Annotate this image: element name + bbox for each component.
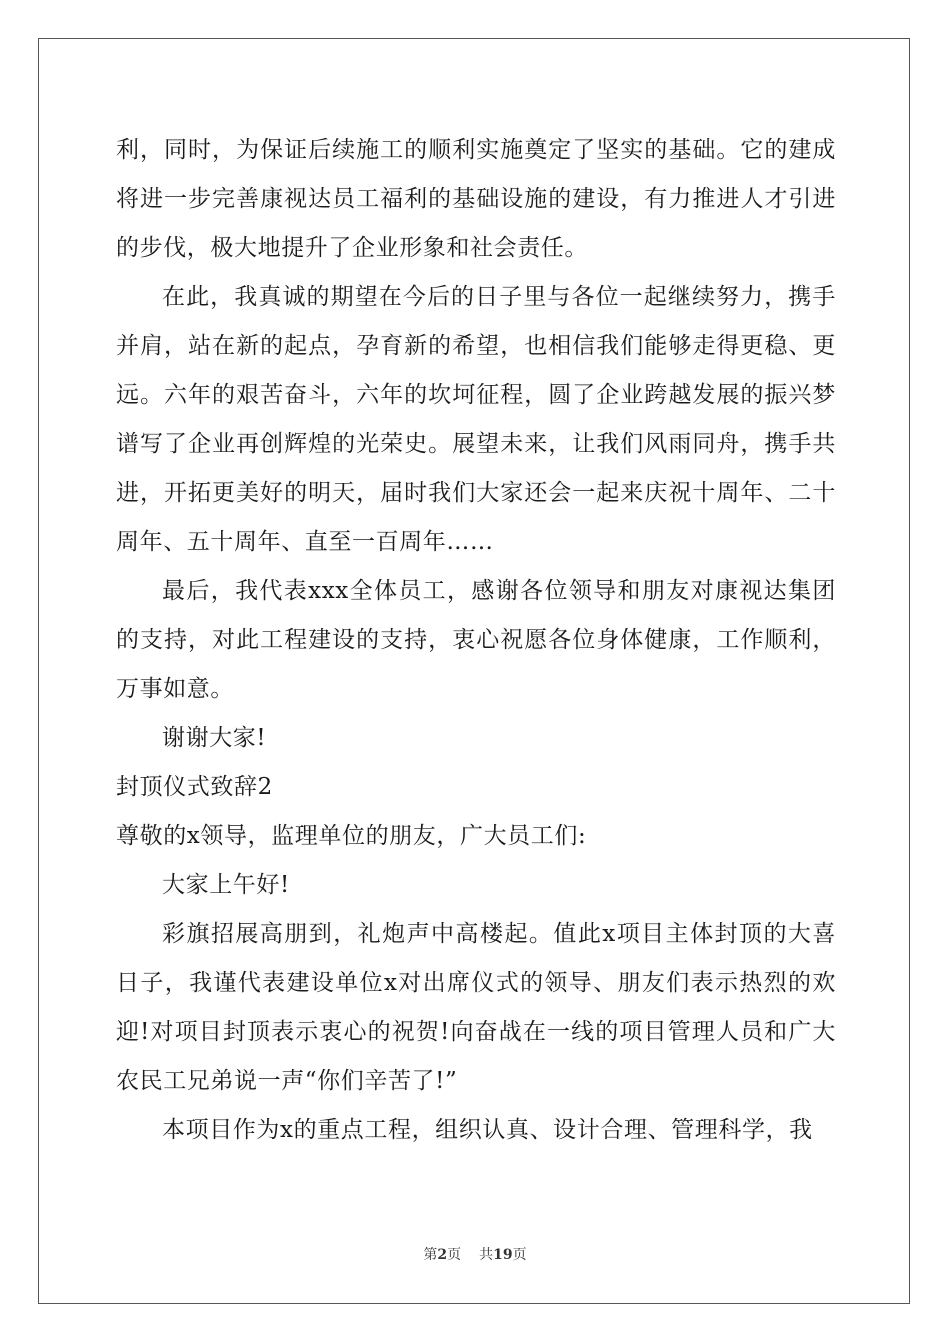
- salutation: 尊敬的x领导，监理单位的朋友，广大员工们:: [116, 823, 587, 849]
- total-suffix: 页: [512, 1247, 527, 1263]
- greeting: 大家上午好!: [162, 872, 290, 898]
- current-page-number: 2: [437, 1247, 448, 1263]
- paragraph-project: 本项目作为x的重点工程，组织认真、设计合理、管理科学，我: [162, 1117, 813, 1143]
- paragraph-2: 在此，我真诚的期望在今后的日子里与各位一起继续努力，携手并肩，站在新的起点，孕育新的希望，也相信我们能够走得更稳、更远。六年的艰苦奋斗，六年的坎坷征程，圆了企业跨越发展的振兴梦谱写了企业再创辉煌的光荣史。展望未来，让我们风雨同舟，携手共进，开拓更美好的明天，届时我们大家还会一起来庆祝十周年、二十周年、五十周年、直至一百周年……: [116, 284, 836, 555]
- document-body: [116, 126, 836, 1155]
- paragraph-1: 利，同时，为保证后续施工的顺利实施奠定了坚实的基础。它的建成将进一步完善康视达员工福利的基础设施的建设，有力推进人才引进的步伐，极大地提升了企业形象和社会责任。: [116, 137, 836, 261]
- page-prefix: 第: [423, 1247, 438, 1263]
- paragraph-thanks: 谢谢大家!: [162, 725, 267, 751]
- total-pages-number: 19: [493, 1247, 513, 1263]
- section-title: 封顶仪式致辞2: [116, 774, 273, 800]
- page-suffix: 页: [447, 1247, 462, 1263]
- paragraph-celebration: 彩旗招展高朋到，礼炮声中高楼起。值此x项目主体封顶的大喜日子，我谨代表建设单位x对出席仪式的领导、朋友们表示热烈的欢迎!对项目封顶表示衷心的祝贺!向奋战在一线的项目管理人员和广大农民工兄弟说一声“你们辛苦了!”: [116, 921, 836, 1094]
- paragraph-3: 最后，我代表xxx全体员工，感谢各位领导和朋友对康视达集团的支持，对此工程建设的支持，衷心祝愿各位身体健康，工作顺利，万事如意。: [116, 578, 836, 702]
- total-prefix: 共: [479, 1247, 494, 1263]
- page-footer: [0, 1244, 950, 1264]
